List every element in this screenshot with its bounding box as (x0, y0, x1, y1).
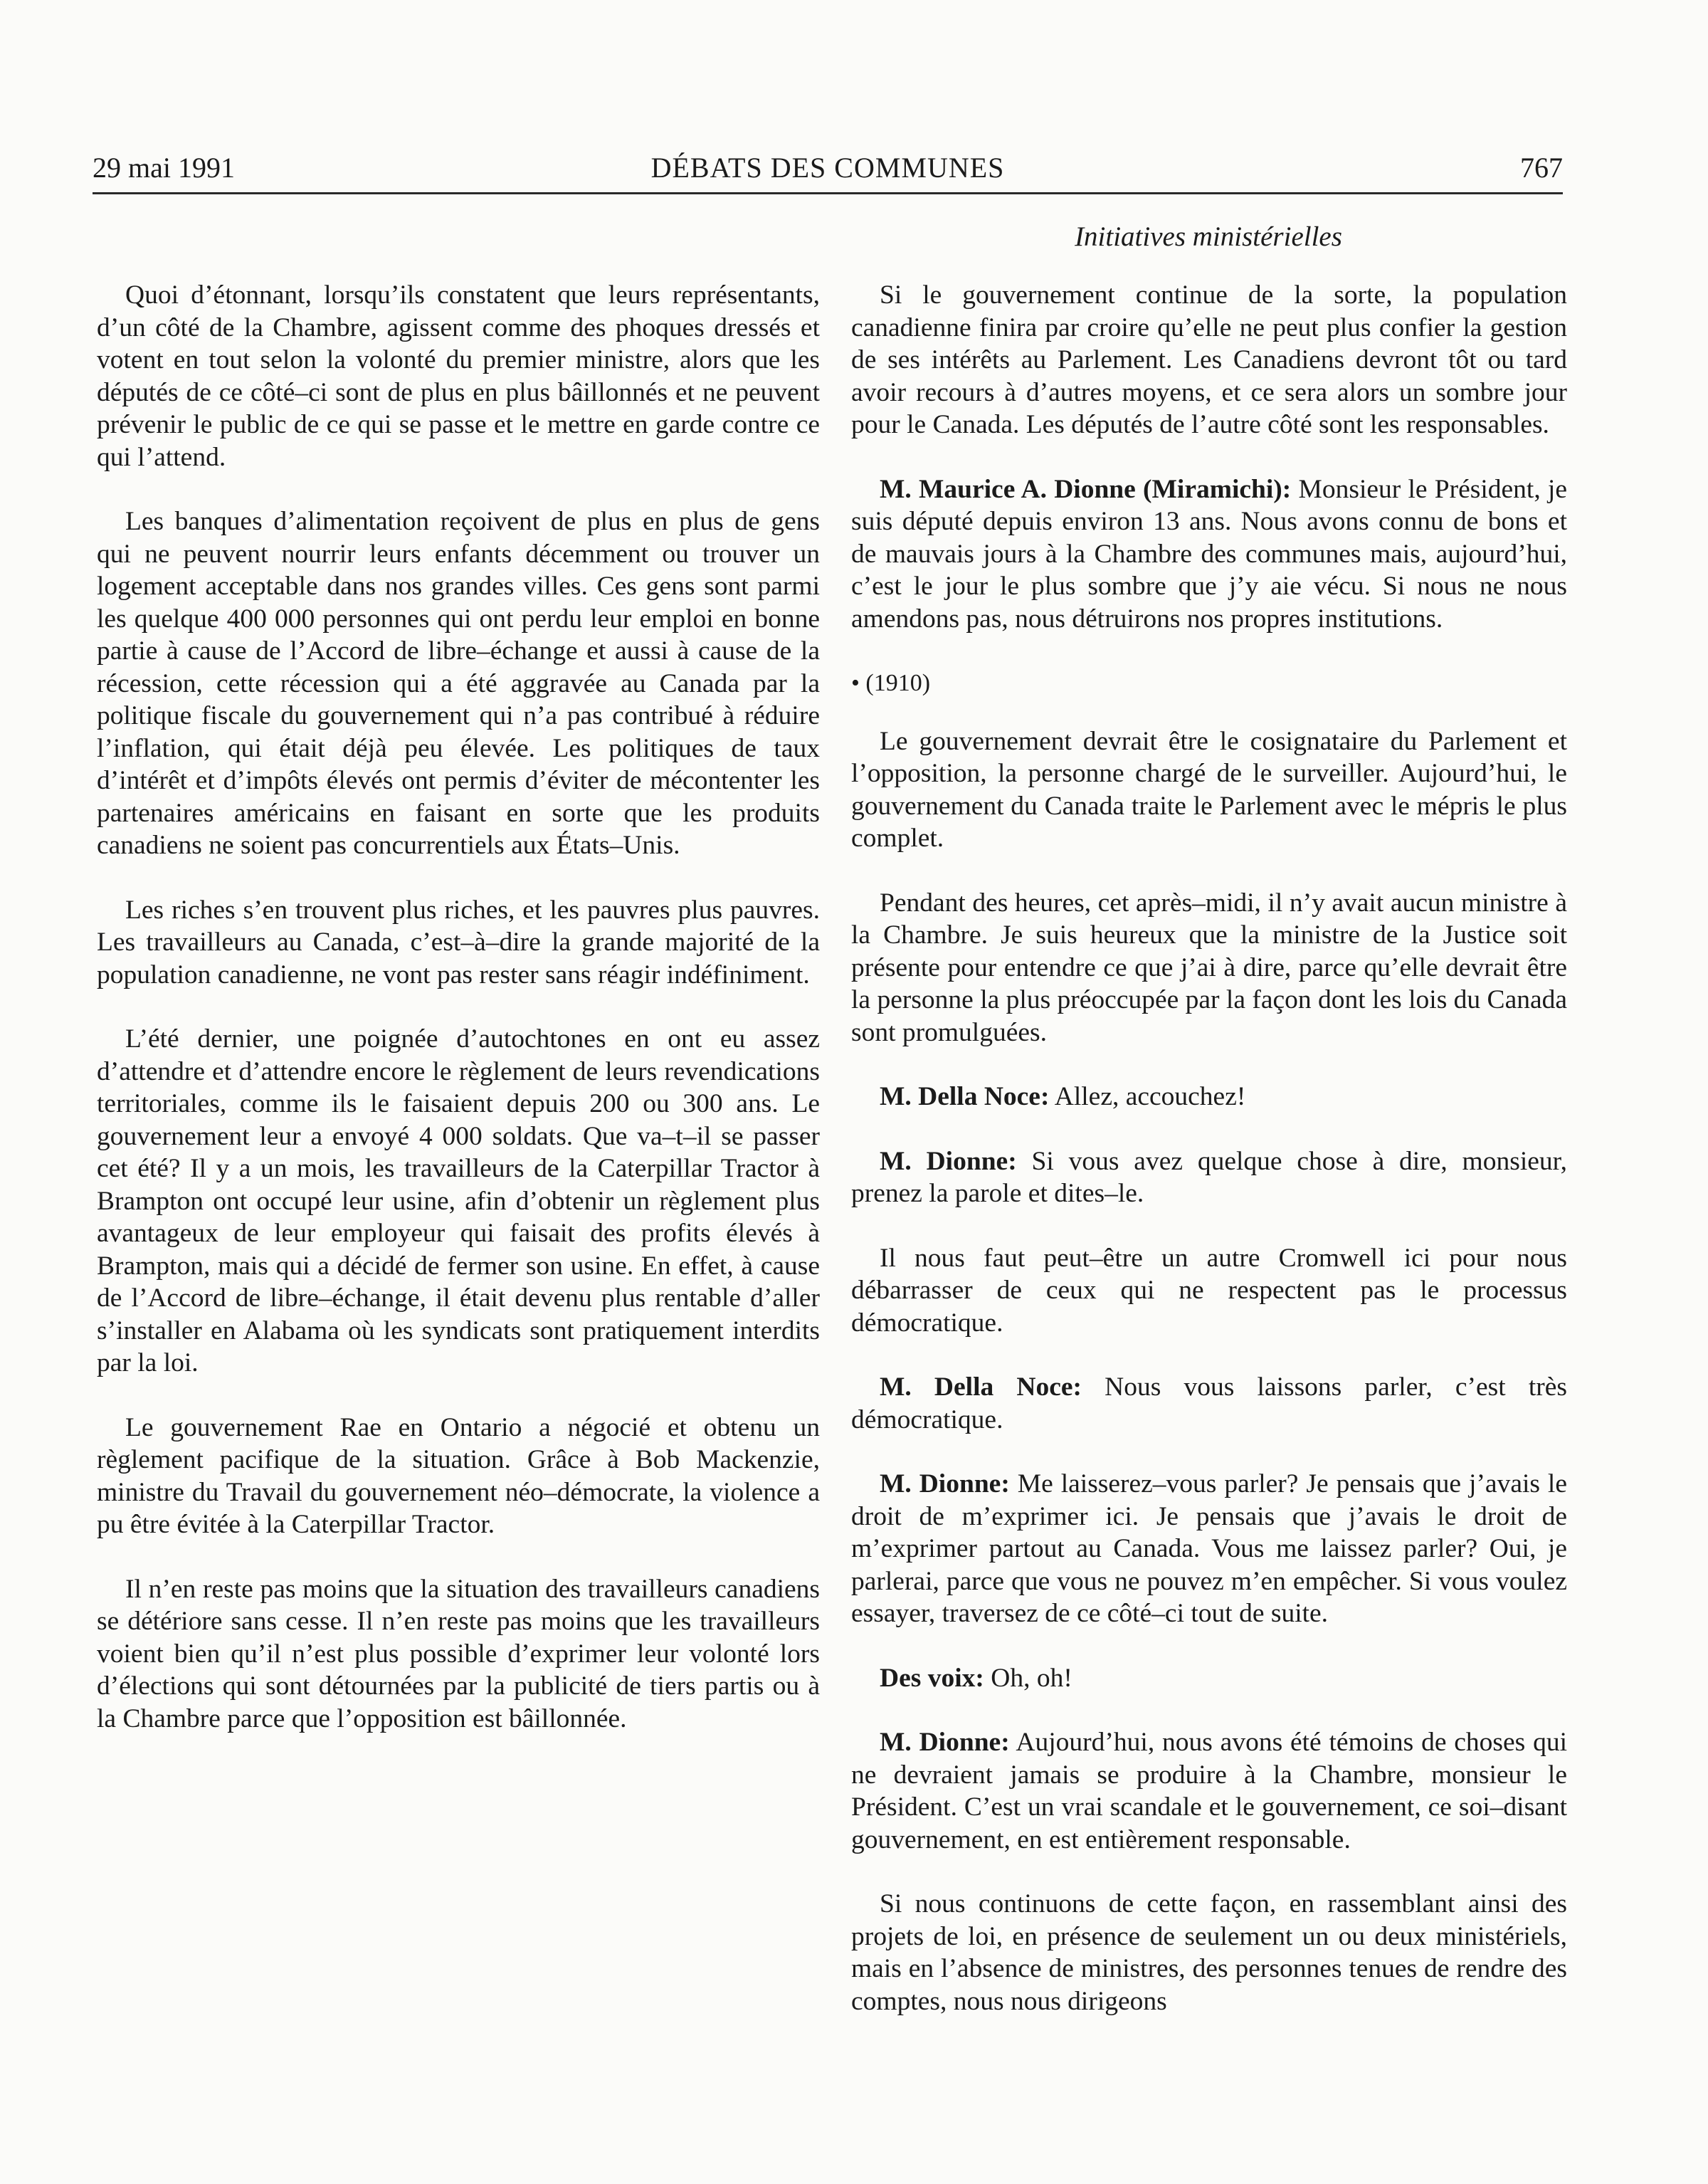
paragraph: Le gouvernement devrait être le cosignataire du Parlement et l’opposition, la personne chargé de le surveiller. Aujourd’hui, le gouvernement du Canada traite le Parlement avec le mépris le plus complet. (851, 726, 1567, 853)
time-stamp: • (1910) (851, 670, 931, 696)
paragraph: Il nous faut peut–être un autre Cromwell ici pour nous débarrasser de ceux qui ne respectent pas le processus démocratique. (851, 1243, 1567, 1338)
speaker-name: M. Dionne: (880, 1728, 1010, 1757)
speech-text: Nous vous laissons parler, c’est très démocratique. (851, 1372, 1567, 1434)
speech-text: Me laisserez–vous parler? Je pensais que j’avais le droit de m’exprimer ici. Je pensais que j’avais le droit de m’exprimer partout au Canada. Vous me laissez parler? Oui, je parlerai, parce que vous ne pouvez m’en empêcher. Si vous voulez essayer, traversez de ce côté–ci tout de suite. (851, 1469, 1567, 1628)
speech-text: Allez, accouchez! (1049, 1082, 1246, 1111)
left-column (97, 279, 820, 1767)
header-date: 29 mai 1991 (93, 152, 235, 184)
header-title: DÉBATS DES COMMUNES (650, 152, 1005, 184)
page-number: 767 (1520, 152, 1563, 184)
speaker-name: M. Della Noce: (880, 1372, 1082, 1402)
speech (851, 1371, 1567, 1436)
speaker-name: M. Maurice A. Dionne (Miramichi): (880, 474, 1292, 504)
speaker-name: M. Dionne: (880, 1469, 1010, 1498)
paragraph: Les banques d’alimentation reçoivent de plus en plus de gens qui ne peuvent nourrir leurs enfants décemment ou trouver un logement acceptable dans nos grandes villes. Ces gens sont parmi les quelque 400 000 personnes qui ont perdu leur emploi en bonne partie à cause de l’Accord de libre–échange et aussi à cause de la récession, cette récession qui a été aggravée au Canada par la politique fiscale du gouvernement qui n’a pas contribué à réduire l’inflation, qui était déjà peu élevée. Les politiques de taux d’intérêt et d’impôts élevés ont permis d’éviter de mécontenter les partenaires américains en faisant en sorte que les produits canadiens ne soient pas concurrentiels aux États–Unis. (97, 507, 820, 860)
speech (851, 1726, 1567, 1856)
paragraph: Le gouvernement Rae en Ontario a négocié et obtenu un règlement pacifique de la situation. Grâce à Bob Mackenzie, ministre du Travail du gouvernement néo–démocrate, la violence a pu être évitée à la Caterpillar Tractor. (97, 1412, 820, 1539)
speech-text: Aujourd’hui, nous avons été témoins de choses qui ne devraient jamais se produire à la Chambre, monsieur le Président. C’est un vrai scandale et le gouvernement, ce soi–disant gouvernement, en est entièrement responsable. (851, 1728, 1567, 1854)
speech (851, 1145, 1567, 1210)
speech (851, 1468, 1567, 1630)
speech-text: Monsieur le Président, je suis député depuis environ 13 ans. Nous avons connu de bons et de mauvais jours à la Chambre des communes mais, aujourd’hui, c’est le jour le plus sombre que j’y aie vécu. Si nous ne nous amendons pas, nous détruirons nos propres institutions. (851, 474, 1567, 634)
paragraph: Les riches s’en trouvent plus riches, et les pauvres plus pauvres. Les travailleurs au Canada, c’est–à–dire la grande majorité de la population canadienne, ne vont pas rester sans réagir indéfiniment. (97, 895, 820, 989)
paragraph: Il n’en reste pas moins que la situation des travailleurs canadiens se détériore sans cesse. Il n’en reste pas moins que les travailleurs voient bien qu’il n’est plus possible d’exprimer leur volonté lors d’élections qui sont détournées par la publicité de tiers partis ou à la Chambre parce que l’opposition est bâillonnée. (97, 1574, 820, 1733)
paragraph: Quoi d’étonnant, lorsqu’ils constatent que leurs représentants, d’un côté de la Chambre, agissent comme des phoques dressés et votent en tout selon la volonté du premier ministre, alors que les députés de ce côté–ci sont de plus en plus bâillonnés et ne peuvent prévenir le public de ce qui se passe et le mettre en garde contre ce qui l’attend. (97, 280, 820, 472)
paragraph: Si nous continuons de cette façon, en rassemblant ainsi des projets de loi, en présence de seulement un ou deux ministériels, mais en l’absence de ministres, des personnes tenues de rendre des comptes, nous nous dirigeons (851, 1889, 1567, 2016)
paragraph: Pendant des heures, cet après–midi, il n’y avait aucun ministre à la Chambre. Je suis heureux que la ministre de la Justice soit présente pour entendre ce que j’ai à dire, parce qu’elle devrait être la personne la plus préoccupée par la façon dont les lois du Canada sont promulguées. (851, 888, 1567, 1047)
section-heading: Initiatives ministérielles (1075, 221, 1342, 252)
paragraph: L’été dernier, une poignée d’autochtones en ont eu assez d’attendre et d’attendre encore le règlement de leurs revendications territoriales, comme ils le faisaient depuis 200 ou 300 ans. Le gouvernement leur a envoyé 4 000 soldats. Que va–t–il se passer cet été? Il y a un mois, les travailleurs de la Caterpillar Tractor à Brampton ont occupé leur usine, afin d’obtenir un règlement plus avantageux de leur employeur qui faisait des profits élevés à Brampton, mais qui a décidé de fermer son usine. En effet, à cause de l’Accord de libre–échange, il était devenu plus rentable d’aller s’installer en Alabama où les syndicats sont pratiquement interdits par la loi. (97, 1024, 820, 1377)
right-column (851, 279, 1567, 2049)
speaker-name: M. Dionne: (880, 1146, 1017, 1176)
speech-text: Oh, oh! (984, 1663, 1072, 1693)
speaker-name: M. Della Noce: (880, 1082, 1050, 1111)
speaker-name: Des voix: (880, 1663, 984, 1693)
speech (851, 473, 1567, 636)
speech (851, 1662, 1567, 1695)
paragraph: Si le gouvernement continue de la sorte, la population canadienne finira par croire qu’elle ne peut plus confier la gestion de ses intérêts au Parlement. Les Canadiens devront tôt ou tard avoir recours à d’autres moyens, et ce sera alors un sombre jour pour le Canada. Les députés de l’autre côté sont les responsables. (851, 280, 1567, 439)
speech (851, 1081, 1567, 1113)
page-header (93, 148, 1563, 194)
speech-text: Si vous avez quelque chose à dire, monsieur, prenez la parole et dites–le. (851, 1146, 1567, 1208)
